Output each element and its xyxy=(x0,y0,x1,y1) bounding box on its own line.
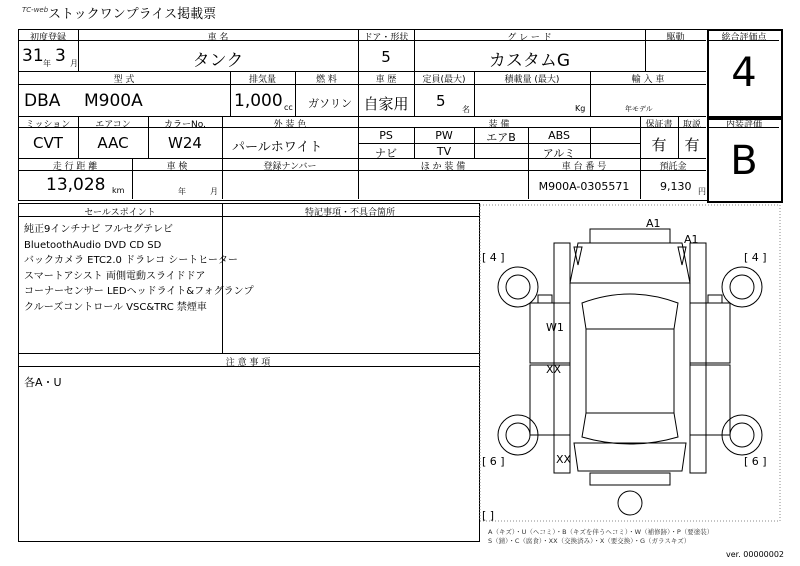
special-notes-label: 特記事項・不具合箇所 xyxy=(304,208,395,218)
first-reg-year: 31 xyxy=(22,46,44,66)
exterior-label: 外 装 色 xyxy=(273,120,307,130)
sales-line: スマートアシスト 両側電動スライドドア xyxy=(24,270,206,282)
load-label: 積載量 (最大) xyxy=(504,75,560,85)
month-unit: 月 xyxy=(70,59,78,68)
chassis-label: 車 台 番 号 xyxy=(561,162,607,172)
page-title: ストックワンプライス掲載票 xyxy=(48,7,217,22)
warranty-label: 保証書 xyxy=(645,120,673,130)
aircon-label: エアコン xyxy=(95,120,131,130)
grade-value: カスタムG xyxy=(488,51,571,71)
overall-score-label: 総合評価点 xyxy=(721,33,767,43)
type-label: 型 式 xyxy=(113,75,135,85)
interior-score-label: 内装評価 xyxy=(725,120,762,130)
capacity-label: 定員(最大) xyxy=(422,75,466,85)
doors-label: ドア・形状 xyxy=(363,33,409,43)
color-no-value: W24 xyxy=(168,134,202,152)
km-unit: km xyxy=(112,186,125,195)
notes-text: 各A・U xyxy=(24,376,62,389)
legend-line: S（錆）・C（腐食）・XX（交換済み）・X（要交換）・G（ガラスキズ） xyxy=(488,537,691,545)
notes-label: 注 意 事 項 xyxy=(225,358,271,368)
model-year-unit: 年モデル xyxy=(625,105,653,113)
displacement-label: 排気量 xyxy=(248,75,276,85)
manual-label: 取説 xyxy=(682,120,701,130)
color-no-label: カラーNo. xyxy=(164,120,206,130)
plate-label: 登録ナンバー xyxy=(263,162,317,172)
car-name: タンク xyxy=(192,51,244,71)
doors-value: 5 xyxy=(381,48,391,66)
import-label: 輸 入 車 xyxy=(631,75,665,85)
deposit-label: 預託金 xyxy=(659,162,687,172)
exterior-value: パールホワイト xyxy=(232,140,323,155)
first-reg-label: 初度登録 xyxy=(29,33,66,43)
equip-abs: ABS xyxy=(548,129,570,142)
mission-value: CVT xyxy=(33,134,63,152)
tire-rear-right: [ 6 ] xyxy=(744,455,767,468)
sales-line: コーナーセンサー LEDヘッドライト&フォグランプ xyxy=(24,286,254,298)
displacement-value: 1,000 xyxy=(234,91,283,111)
type-prefix: DBA xyxy=(24,91,61,111)
equipment-label: 装 備 xyxy=(488,120,510,130)
mark-roof-w1: W1 xyxy=(546,321,564,334)
equip-navi: ナビ xyxy=(375,147,397,160)
equip-alloy: アルミ xyxy=(542,147,576,160)
car-name-label: 車 名 xyxy=(207,33,229,43)
tire-front-left: [ 4 ] xyxy=(482,251,505,264)
fuel-label: 燃 料 xyxy=(316,75,337,85)
warranty-value: 有 xyxy=(651,136,667,154)
sales-points-label: セールスポイント xyxy=(84,208,156,218)
mileage-value: 13,028 xyxy=(46,175,106,195)
usage-label: 車 歴 xyxy=(375,75,397,85)
capacity-value: 5 xyxy=(436,92,446,110)
version-label: ver. 00000002 xyxy=(726,550,785,559)
mark-front-a1: A1 xyxy=(646,217,661,230)
capacity-unit: 名 xyxy=(462,105,470,114)
mark-hood-a1: A1 xyxy=(684,233,699,246)
equip-pw: PW xyxy=(435,129,453,142)
inspection-label: 車 検 xyxy=(166,162,188,172)
damage-diagram xyxy=(478,203,782,523)
sales-line: バックカメラ ETC2.0 ドラレコ シートヒーター xyxy=(24,255,238,267)
mark-rear-xx: XX xyxy=(556,453,572,466)
sales-line: 純正9インチナビ フルセグテレビ xyxy=(24,224,173,235)
tire-rear-left: [ 6 ] xyxy=(482,455,505,468)
legend-line: A（キズ）・U（ヘコミ）・B（キズを伴うヘコミ）・W（補修跡）・P（要塗装） xyxy=(488,528,714,536)
grade-label: グ レ ー ド xyxy=(507,33,552,43)
deposit-value: 9,130 xyxy=(660,180,692,193)
equip-airbag: エアB xyxy=(486,131,516,144)
yen-unit: 円 xyxy=(698,187,706,196)
sales-points-list xyxy=(24,222,254,316)
interior-score: B xyxy=(730,138,758,184)
aircon-value: AAC xyxy=(97,134,129,152)
mission-label: ミッション xyxy=(25,120,71,130)
fuel-value: ガソリン xyxy=(308,97,352,110)
overall-score: 4 xyxy=(731,50,757,96)
sales-line: BluetoothAudio DVD CD SD xyxy=(24,239,162,251)
chassis-value: M900A-0305571 xyxy=(538,180,630,193)
equip-tv: TV xyxy=(436,145,452,158)
load-unit: Kg xyxy=(575,104,586,113)
insp-month-unit: 月 xyxy=(210,187,218,196)
mark-roof-xx: XX xyxy=(546,363,562,376)
usage-value: 自家用 xyxy=(363,95,409,113)
other-equip-label: ほ か 装 備 xyxy=(420,162,466,172)
car-outline xyxy=(478,203,782,523)
insp-year-unit: 年 xyxy=(178,187,186,196)
drive-label: 駆動 xyxy=(666,33,685,43)
cc-unit: cc xyxy=(284,103,293,112)
first-reg-month: 3 xyxy=(55,46,66,66)
year-unit: 年 xyxy=(43,59,51,68)
type-value: M900A xyxy=(84,91,143,111)
damage-legend xyxy=(488,528,713,546)
tc-web-logo: TC-web xyxy=(22,6,49,14)
mileage-label: 走 行 距 離 xyxy=(52,162,98,172)
manual-value: 有 xyxy=(684,136,700,154)
sales-line: クルーズコントロール VSC&TRC 禁煙車 xyxy=(24,301,207,313)
tire-spare: [ ] xyxy=(482,509,495,522)
equip-ps: PS xyxy=(379,129,393,142)
tire-front-right: [ 4 ] xyxy=(744,251,767,264)
